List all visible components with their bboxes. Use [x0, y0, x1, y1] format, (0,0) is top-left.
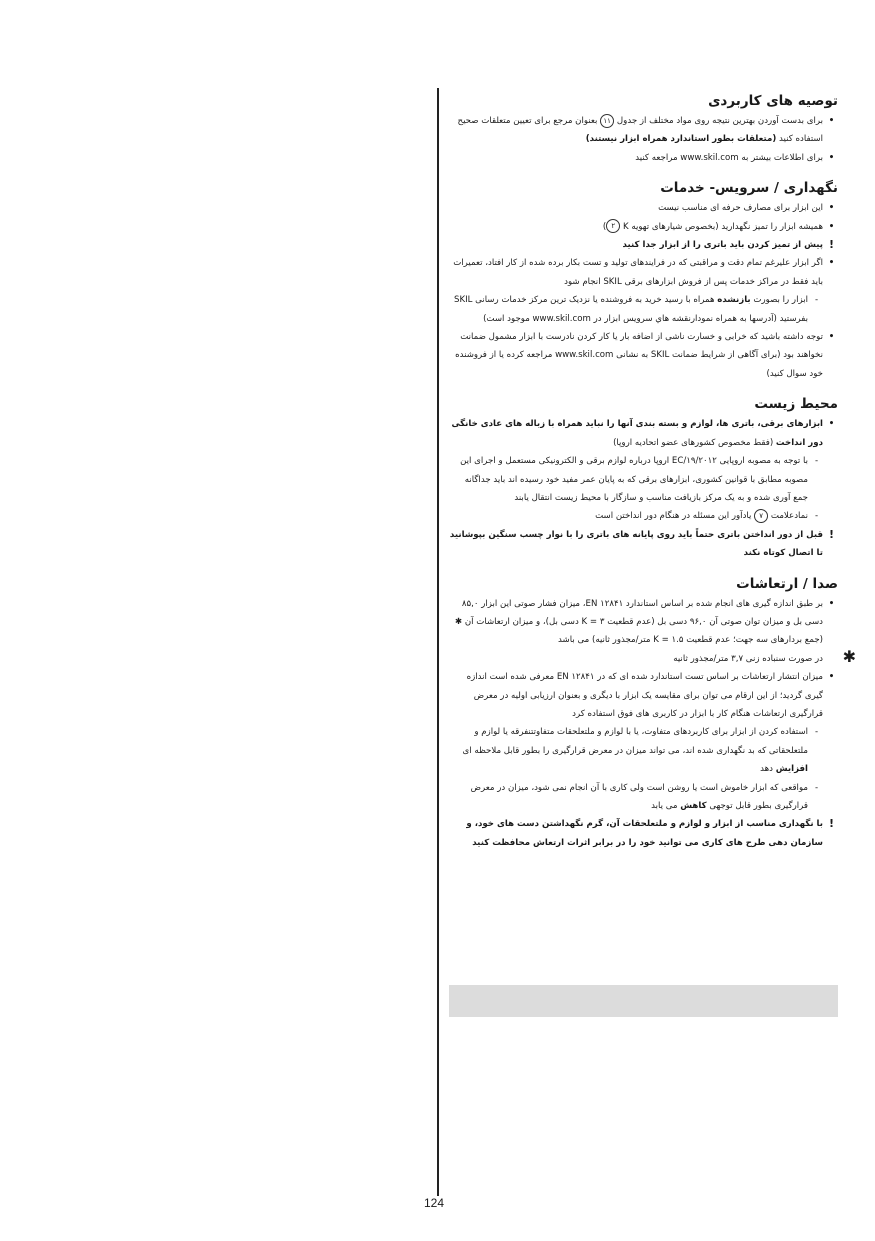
list-item: • ابزارهای برقی، باتری ها، لوازم و بسته بندی آنها را نباید همراه با زباله های عادی خانگی دور انداخت (فقط مخصوص کشورهای عضو اتحادیه اروپا) — [451, 419, 835, 448]
vertical-rule — [437, 88, 439, 1196]
list-item: • توجه داشته باشید که خرابی و خسارت ناشی از اضافه بار یا کار کردن نادرست با ابزار مشمول ضمانت نخواهند بود (برای آگاهی از شرایط ضمانت SKIL به نشانی www.skil.com مراجعه کرده یا از فروشنده خود سوال کنید) — [455, 332, 835, 379]
usage-heading: توصیه های کاربردی — [708, 93, 838, 109]
sub-list-item: - نمادعلامت ۷ یادآور این مسئله در هنگام دور انداختن است — [449, 507, 823, 525]
footnote-item: ✱ در صورت سنباده زنی ۳,۷ متر/مجذور ثانیه — [673, 646, 856, 666]
list-item: • برای بدست آوردن بهترین نتیجه روی مواد مختلف از جدول ۱۱ بعنوان مرجع برای تعیین متعلقات صحیح استفاده کنید (متعلقات بطور استاندارد همراه ابزار نیستند) — [449, 112, 838, 149]
table-ref-icon: ۱۱ — [600, 114, 614, 128]
warning-icon: ! — [828, 238, 835, 252]
warning-icon: ! — [828, 817, 835, 831]
list-item: • اگر ابزار علیرغم تمام دقت و مراقبتی که در فرایندهای تولید و تست بکار برده شده از کار افتاد، تعمیرات باید فقط در مراکز خدمات پس از فروش ابزارهای برقی SKIL انجام شود — [453, 258, 835, 287]
asterisk-icon: ✱ — [454, 616, 463, 627]
environment-heading: محیط زیست — [754, 396, 838, 413]
warning-item: ! پیش از تمیز کردن باید باتری را از ابزار جدا کنید — [449, 236, 838, 254]
noise-heading: صدا / ارتعاشات — [736, 575, 838, 592]
sub-list-item: - مواقعی که ابزار خاموش است یا روشن است ولی کاری با آن انجام نمی شود، میزان در معرض قرارگیری بطور قابل توجهی کاهش می یابد — [470, 782, 819, 811]
list-item: • این ابزار برای مصارف حرفه ای مناسب نیست — [658, 203, 835, 214]
warning-icon: ! — [828, 527, 835, 541]
sub-list-item: - ابزار را بصورت بازنشده همراه با رسید خرید به فروشنده یا نزدیک ترین مرکز خدمات رسانی SKIL بفرستید (آدرسها به همراه نمودارنقشه هاي سرويس ابزار در www.skil.com موجود است) — [453, 295, 819, 324]
list-item: • میزان انتشار ارتعاشات بر اساس تست استاندارد شده ای که در EN ۱۲۸۴۱ معرفی شده است اندازه گیری گردید؛ از این ارقام می توان برای مقایسه یک ابزار با دیگری و بعنوان ارزیابی اولیه در معرض قرارگیری ارتعاشات هنگام کار با ابزار در کاربری های فوق استفاده کرد — [466, 672, 835, 719]
disposal-symbol-ref-icon: ۷ — [754, 509, 768, 523]
list-item: • بر طبق اندازه گیری های انجام شده بر اساس استاندارد EN ۱۲۸۴۱، میزان فشار صوتی این ابزار ۸۵,۰ دسی بل و میزان توان صوتی آن ۹۶,۰ دسی بل (عدم قطعیت K = ۳ دسی بل)، و میزان ارتعاشات آن ✱ (جمع بردارهای سه جهت؛ عدم قطعیت K = ۱.۵ متر/مجذور ثانیه) می باشد — [454, 598, 835, 646]
content-column — [449, 90, 856, 852]
sub-list-item: - با توجه به مصوبه اروپایی EC/۱۹/۲۰۱۲ اروپا درباره لوازم برقی و الکترونیکی مستعمل و اجرای این مصوبه مطابق با قوانین کشوری، ابزارهای برقی که به پایان عمر مفید خود رسیده اند باید جداگانه جمع آوری شده و به یک مرکز بازیافت مناسب و سازگار با محیط زیست انتقال یابند — [460, 456, 819, 503]
list-item: • همیشه ابزار را تمیز نگهدارید (بخصوص شیارهای تهویه K ۲) — [449, 218, 838, 236]
page-number: 124 — [424, 1196, 445, 1210]
sub-list-item: - استفاده کردن از ابزار برای کاربردهای متفاوت، یا با لوازم و ملتعلحقات متفاوتتنفرقه یا لوازم و ملتعلحقاتی که بد نگهداری شده اند، می تواند میزان در معرض قرارگیری را بطور قابل ملاحظه ای افزایش دهد — [462, 727, 819, 775]
warning-item: ! با نگهداری مناسب از ابزار و لوازم و ملتعلحقات آن، گرم نگهداشتن دست های خود، و سازمان دهی طرح های کاری می توانید خود را در برابر اثرات ارتعاش محافظت کنید — [449, 815, 838, 852]
list-item: • برای اطلاعات بیشتر به www.skil.com مراجعه کنید — [635, 152, 835, 163]
maintenance-heading: نگهداری / سرویس- خدمات — [660, 180, 838, 197]
gray-bar — [449, 985, 838, 1017]
warning-item: ! قبل از دور انداختن باتری حتماً باید روی پایانه های باتری را با نوار چسب سنگین بپوشانید تا اتصال کوتاه نکند — [449, 526, 838, 563]
asterisk-icon: ✱ — [842, 646, 856, 666]
figure-ref-icon: ۲ — [606, 219, 620, 233]
